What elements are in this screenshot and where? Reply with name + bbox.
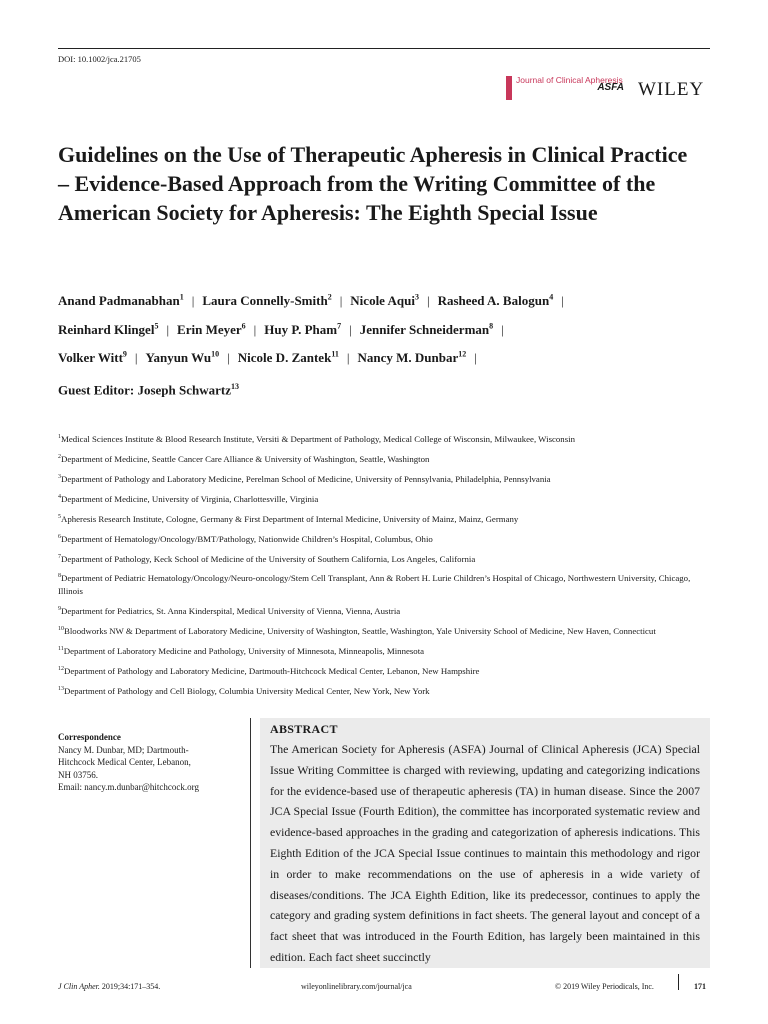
affiliation-item bbox=[58, 623, 712, 637]
author-sup: 4 bbox=[549, 293, 554, 302]
author-name: Nancy M. Dunbar bbox=[357, 349, 459, 365]
affiliation-item bbox=[58, 663, 712, 677]
author-item[interactable] bbox=[350, 293, 419, 308]
author-separator: | bbox=[426, 293, 430, 309]
affiliation-sup: 1 bbox=[58, 434, 61, 440]
affiliation-item bbox=[58, 551, 712, 565]
affiliation-sup: 9 bbox=[58, 605, 61, 612]
affiliation-sup: 8 bbox=[58, 573, 61, 580]
author-item[interactable] bbox=[58, 322, 158, 337]
affiliation-text: Department of Laboratory Medicine and Pathology, University of Minnesota, Minneapolis, Minnesota bbox=[63, 645, 425, 656]
page-footer bbox=[58, 980, 710, 994]
author-item[interactable] bbox=[58, 293, 184, 308]
abstract-heading: ABSTRACT bbox=[270, 722, 338, 736]
affiliation-text: Department of Medicine, University of Virginia, Charlottesville, Virginia bbox=[61, 493, 319, 504]
author-sup: 12 bbox=[458, 349, 467, 359]
author-sup: 1 bbox=[179, 293, 184, 302]
author-item[interactable] bbox=[202, 293, 331, 308]
affiliation-text: Apheresis Research Institute, Cologne, Germany & First Department of Internal Medicine, University of Mainz, Mainz, Germany bbox=[61, 513, 519, 524]
author-separator: | bbox=[227, 349, 230, 365]
author-item[interactable] bbox=[146, 350, 220, 365]
author-name: Laura Connelly-Smith bbox=[202, 293, 328, 309]
affiliation-item bbox=[58, 451, 712, 465]
author-separator: | bbox=[134, 349, 138, 365]
abstract-box bbox=[260, 718, 710, 968]
author-list bbox=[58, 285, 718, 370]
affiliation-text: Department of Pathology and Cell Biology, Columbia University Medical Center, New York, New York bbox=[64, 685, 430, 696]
author-separator: | bbox=[253, 321, 257, 337]
author-name: Rasheed A. Balogun bbox=[437, 293, 550, 309]
author-item[interactable] bbox=[264, 322, 341, 337]
affiliation-sup: 7 bbox=[58, 553, 61, 560]
affiliation-item bbox=[58, 603, 712, 617]
author-sup: 5 bbox=[154, 321, 159, 331]
affiliation-sup: 6 bbox=[58, 533, 61, 540]
affiliation-text: Bloodworks NW & Department of Laboratory Medicine, University of Washington, Seattle, Washington, Yale University School of Medicine, New Haven, Connecticut bbox=[64, 625, 656, 636]
correspondence-line: NH 03756. bbox=[58, 769, 98, 780]
correspondence-line: Hitchcock Medical Center, Lebanon, bbox=[58, 757, 191, 767]
affiliation-text: Department of Hematology/Oncology/BMT/Pathology, Nationwide Children’s Hospital, Columbus, Ohio bbox=[61, 533, 433, 544]
author-sup: 10 bbox=[211, 349, 220, 359]
author-name: Volker Witt bbox=[58, 349, 123, 365]
affiliation-sup: 13 bbox=[58, 685, 64, 692]
author-separator: | bbox=[339, 293, 343, 309]
author-sup: 3 bbox=[414, 293, 419, 302]
author-sup: 11 bbox=[331, 349, 339, 359]
affiliation-item bbox=[58, 643, 712, 657]
author-name: Erin Meyer bbox=[177, 321, 242, 337]
author-item[interactable] bbox=[177, 322, 246, 337]
author-separator: | bbox=[166, 321, 170, 337]
column-divider bbox=[250, 718, 251, 968]
affiliation-text: Department of Medicine, Seattle Cancer Care Alliance & University of Washington, Seattle, Washington bbox=[61, 453, 430, 464]
guest-editor-sup: 13 bbox=[230, 382, 239, 391]
correspondence-line: Nancy M. Dunbar, MD; Dartmouth- bbox=[58, 744, 189, 755]
author-sup: 7 bbox=[337, 321, 342, 331]
affiliation-text: Department of Pathology and Laboratory Medicine, Dartmouth-Hitchcock Medical Center, Lebanon, New Hampshire bbox=[64, 665, 480, 676]
article-title: Guidelines on the Use of Therapeutic Apheresis in Clinical Practice – Evidence-Based Approach from the Writing Committee of the American Society for Apheresis: The Eighth Special Issue bbox=[58, 142, 688, 225]
author-item[interactable] bbox=[238, 350, 339, 365]
header-rule bbox=[58, 48, 710, 49]
asfa-logo: ASFA bbox=[597, 82, 624, 93]
footer-citation-details: 2019;34:171–354. bbox=[99, 982, 161, 991]
doi-text[interactable]: DOI: 10.1002/jca.21705 bbox=[58, 54, 141, 64]
affiliation-text: Department of Pediatric Hematology/Oncology/Neuro-oncology/Stem Cell Transplant, Ann & Robert H. Lurie Children’s Hospital of Chicago, Northwestern University, Chicago, Illinois bbox=[58, 573, 691, 596]
author-sup: 2 bbox=[327, 293, 332, 302]
author-item[interactable] bbox=[58, 350, 127, 365]
footer-copyright: © 2019 Wiley Periodicals, Inc. bbox=[555, 982, 654, 991]
author-separator: | bbox=[474, 349, 477, 365]
affiliation-sup: 10 bbox=[58, 625, 64, 632]
abstract-body: The American Society for Apheresis (ASFA) Journal of Clinical Apheresis (JCA) Special Issue Writing Committee is charged with reviewing, updating and categorizing indications for the evidence-based use of therapeutic apheresis (TA) in human disease. Since the 2007 JCA Special Issue (Fourth Edition), the committee has incorporated systematic review and evidence-based approaches in the grading and categorization of apheresis indications. This Eighth Edition of the JCA Special Issue continues to maintain this methodology and rigor in order to make recommendations on the use of apheresis in a wide variety of diseases/conditions. The JCA Eighth Edition, like its predecessor, continues to apply the category and grading system definitions in fact sheets. The general layout and concept of a fact sheet that was introduced in the Fourth Edition, has largely been maintained in this edition. Each fact sheet succinctly bbox=[270, 742, 700, 964]
affiliation-list bbox=[58, 431, 712, 702]
correspondence-email[interactable]: Email: nancy.m.dunbar@hitchcock.org bbox=[58, 782, 199, 792]
author-name: Anand Padmanabhan bbox=[58, 293, 180, 309]
affiliation-sup: 12 bbox=[58, 665, 64, 672]
affiliation-sup: 2 bbox=[58, 453, 61, 460]
affiliation-text: Department for Pediatrics, St. Anna Kinderspital, Medical University of Vienna, Vienna, Austria bbox=[61, 605, 401, 616]
author-name: Nicole D. Zantek bbox=[237, 349, 332, 365]
author-separator: | bbox=[561, 293, 564, 309]
author-name: Jennifer Schneiderman bbox=[359, 321, 490, 337]
journal-logo-box bbox=[506, 76, 626, 100]
affiliation-text: Department of Pathology, Keck School of Medicine of the University of Southern California, Los Angeles, California bbox=[61, 553, 476, 564]
affiliation-item bbox=[58, 491, 712, 505]
affiliation-sup: 5 bbox=[58, 513, 61, 520]
author-item[interactable] bbox=[360, 322, 493, 337]
affiliation-item bbox=[58, 683, 712, 697]
author-name: Reinhard Klingel bbox=[58, 321, 155, 337]
affiliation-sup: 3 bbox=[58, 473, 61, 480]
affiliation-item bbox=[58, 570, 712, 597]
author-name: Nicole Aqui bbox=[350, 293, 415, 309]
author-separator: | bbox=[501, 321, 504, 337]
journal-logo-text: Journal of Clinical Apheresis bbox=[516, 75, 623, 85]
author-separator: | bbox=[349, 321, 352, 337]
author-separator: | bbox=[346, 349, 350, 365]
author-sup: 9 bbox=[122, 349, 127, 359]
author-name: Huy P. Pham bbox=[264, 321, 338, 337]
footer-citation bbox=[58, 982, 160, 991]
author-separator: | bbox=[191, 293, 195, 309]
affiliation-sup: 4 bbox=[58, 493, 61, 500]
author-name: Yanyun Wu bbox=[145, 349, 212, 365]
author-sup: 6 bbox=[241, 321, 246, 331]
footer-url[interactable]: wileyonlinelibrary.com/journal/jca bbox=[301, 982, 412, 991]
author-sup: 8 bbox=[489, 321, 494, 331]
affiliation-text: Medical Sciences Institute & Blood Research Institute, Versiti & Department of Pathology, Medical College of Wisconsin, Milwaukee, Wisconsin bbox=[61, 433, 575, 444]
correspondence-heading: Correspondence bbox=[58, 732, 121, 742]
affiliation-sup: 11 bbox=[58, 645, 64, 652]
publisher-logo[interactable]: WILEY bbox=[638, 79, 705, 100]
affiliation-item bbox=[58, 431, 712, 445]
page-number: 171 bbox=[694, 982, 706, 991]
affiliation-item bbox=[58, 531, 712, 545]
guest-editor-label: Guest Editor: Joseph Schwartz bbox=[58, 382, 231, 398]
footer-divider bbox=[678, 974, 679, 990]
guest-editor bbox=[58, 382, 239, 398]
correspondence bbox=[58, 731, 238, 794]
author-item[interactable] bbox=[438, 293, 554, 308]
affiliation-item bbox=[58, 471, 712, 485]
author-item[interactable] bbox=[357, 350, 466, 365]
journal-logo[interactable] bbox=[506, 76, 626, 100]
footer-journal: J Clin Apher. bbox=[58, 982, 100, 991]
affiliation-text: Department of Pathology and Laboratory Medicine, Perelman School of Medicine, University of Pennsylvania, Philadelphia, Pennsylvania bbox=[61, 473, 551, 484]
affiliation-item bbox=[58, 511, 712, 525]
